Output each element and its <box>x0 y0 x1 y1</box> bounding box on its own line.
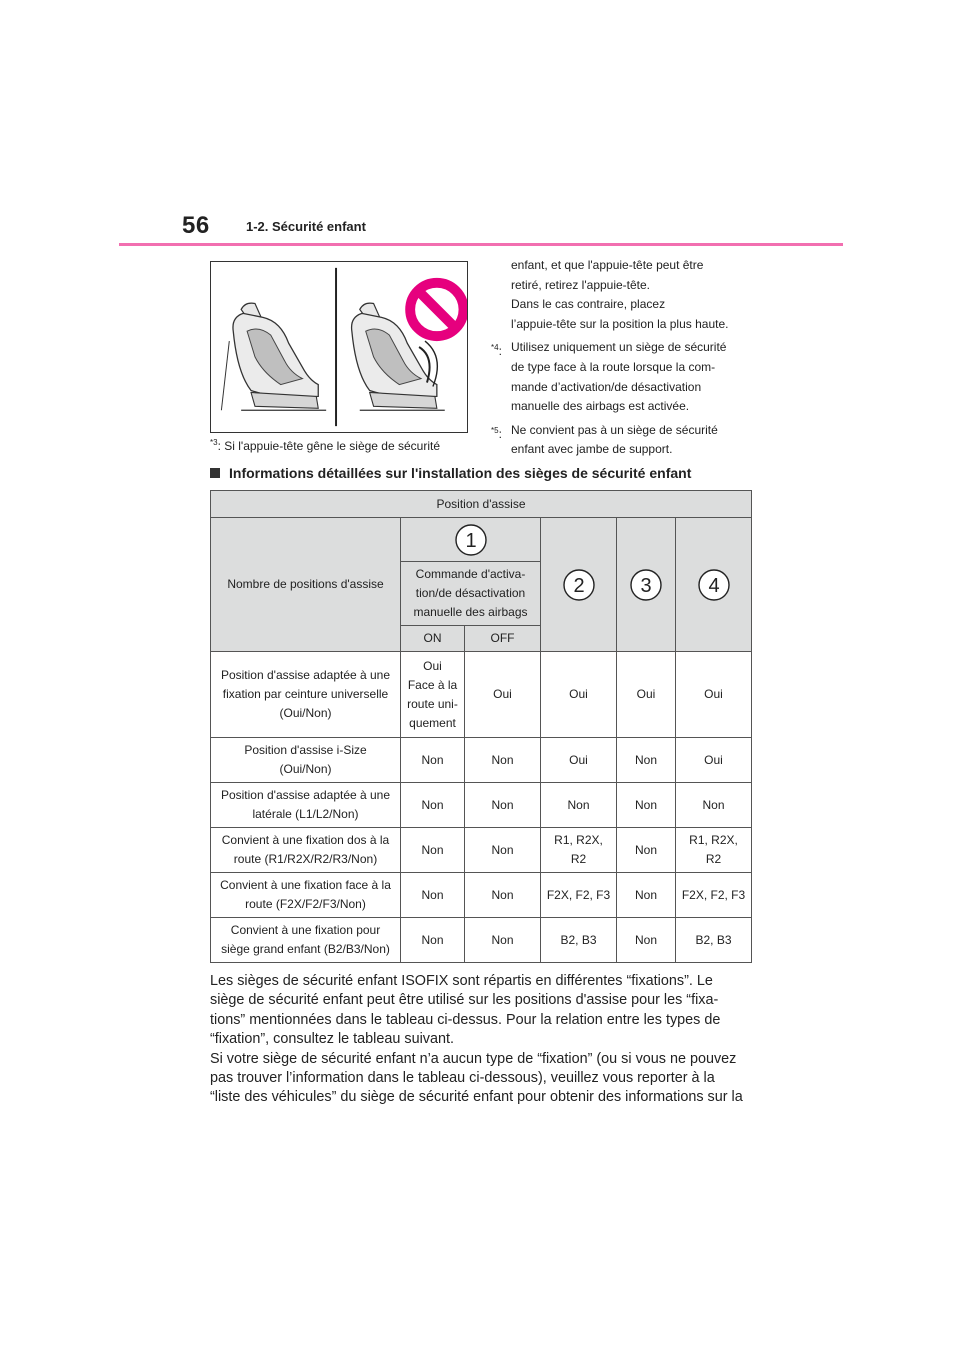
installation-table <box>210 490 752 963</box>
cell-p4: Oui <box>676 738 752 783</box>
cell-off: Non <box>465 918 541 963</box>
cell-p2: F2X, F2, F3 <box>541 873 617 918</box>
seat-number-4 <box>676 518 752 652</box>
cell-p3: Non <box>617 783 676 828</box>
section-title: 1-2. Sécurité enfant <box>246 219 366 234</box>
cell-p3: Non <box>617 828 676 873</box>
row-label: Convient à une fixation dos à la route (R1/R2X/R2/R3/Non) <box>211 828 401 873</box>
cell-p2: Oui <box>541 738 617 783</box>
seat-number-2 <box>541 518 617 652</box>
cell-p3: Non <box>617 738 676 783</box>
cell-p3: Non <box>617 873 676 918</box>
row-label: Position d'assise adaptée à une latérale (L1/L2/Non) <box>211 783 401 828</box>
cell-p2: Oui <box>541 652 617 738</box>
seat-number-label: 4 <box>707 574 720 597</box>
cell-on: Oui Face à la route uni- quement <box>401 652 465 738</box>
table-row <box>211 873 752 918</box>
cell-p4: F2X, F2, F3 <box>676 873 752 918</box>
cell-off: Non <box>465 828 541 873</box>
on-header: ON <box>401 626 465 652</box>
cell-off: Non <box>465 783 541 828</box>
cell-p4: Non <box>676 783 752 828</box>
off-header: OFF <box>465 626 541 652</box>
row-label: Position d'assise i-Size (Oui/Non) <box>211 738 401 783</box>
row-label: Convient à une fixation pour siège grand enfant (B2/B3/Non) <box>211 918 401 963</box>
child-seat-icon <box>221 303 326 410</box>
cell-p3: Oui <box>617 652 676 738</box>
headrest-illustration <box>210 261 468 433</box>
airbag-control-header: Commande d'activa- tion/de désactivation manuelle des airbags <box>401 562 541 626</box>
header-rule <box>119 243 843 246</box>
cell-off: Non <box>465 873 541 918</box>
cell-p2: R1, R2X, R2 <box>541 828 617 873</box>
cell-on: Non <box>401 738 465 783</box>
cell-off: Oui <box>465 652 541 738</box>
cell-p2: B2, B3 <box>541 918 617 963</box>
body-paragraph: Les sièges de sécurité enfant ISOFIX sont répartis en différentes “fixations”. Le siège de sécurité enfant peut être utilisé sur les positions d'assise pour les “fixa- tions” mentionnées dans le tableau ci-dessus. Pour la relation entre les types de “fixation”, consultez le tableau suivant. Si votre siège de sécurité enfant n’a aucun type de “fixation” (ou si vous ne pouvez pas trouver l’information dans le tableau ci-dessous), veuillez vous reporter à la “liste des véhicules” du siège de sécurité enfant pour obtenir des informations sur la <box>210 973 743 1106</box>
seat-number-3 <box>617 518 676 652</box>
cell-p2: Non <box>541 783 617 828</box>
cell-p4: B2, B3 <box>676 918 752 963</box>
cell-on: Non <box>401 783 465 828</box>
row-label: Position d'assise adaptée à une fixation par ceinture universelle (Oui/Non) <box>211 652 401 738</box>
footnote-4: $^{*4}$: Utilisez uniquement un siège de sécurité de type face à la route lorsque la com- mande d’activation/de désactivation manuelle des airbags est activée. <box>491 340 727 414</box>
cell-on: Non <box>401 828 465 873</box>
illustration-caption: $^{*3}$: Si l'appuie-tête gêne le siège de sécurité <box>210 438 440 453</box>
table-row <box>211 918 752 963</box>
subheading: Informations détaillées sur l'installation des sièges de sécurité enfant <box>210 465 691 481</box>
seat-number-label: 2 <box>572 574 585 597</box>
child-seat-icon <box>352 303 445 410</box>
seat-number-1 <box>401 518 541 562</box>
table-row <box>211 783 752 828</box>
page-number: 56 <box>182 212 210 239</box>
row-label: Convient à une fixation face à la route (F2X/F2/F3/Non) <box>211 873 401 918</box>
prohibited-icon <box>410 283 463 336</box>
cell-p3: Non <box>617 918 676 963</box>
cell-p4: R1, R2X, R2 <box>676 828 752 873</box>
seat-number-label: 3 <box>640 574 652 597</box>
footnote-5: $^{*5}$: Ne convient pas à un siège de sécurité enfant avec jambe de support. <box>491 422 718 457</box>
table-row <box>211 828 752 873</box>
seat-number-label: 1 <box>464 529 477 552</box>
cell-on: Non <box>401 918 465 963</box>
cell-off: Non <box>465 738 541 783</box>
cell-on: Non <box>401 873 465 918</box>
footnotes-column <box>491 256 761 460</box>
row-header: Nombre de positions d'assise <box>211 518 401 652</box>
position-header: Position d'assise <box>211 491 752 518</box>
footnote-3-continuation: enfant, et que l'appuie-tête peut être retiré, retirez l'appuie-tête. Dans le cas contraire, placez l’appuie-tête sur la position la plus haute. <box>511 258 729 331</box>
table-row <box>211 738 752 783</box>
table-row <box>211 652 752 738</box>
cell-p4: Oui <box>676 652 752 738</box>
square-bullet-icon <box>210 468 220 478</box>
